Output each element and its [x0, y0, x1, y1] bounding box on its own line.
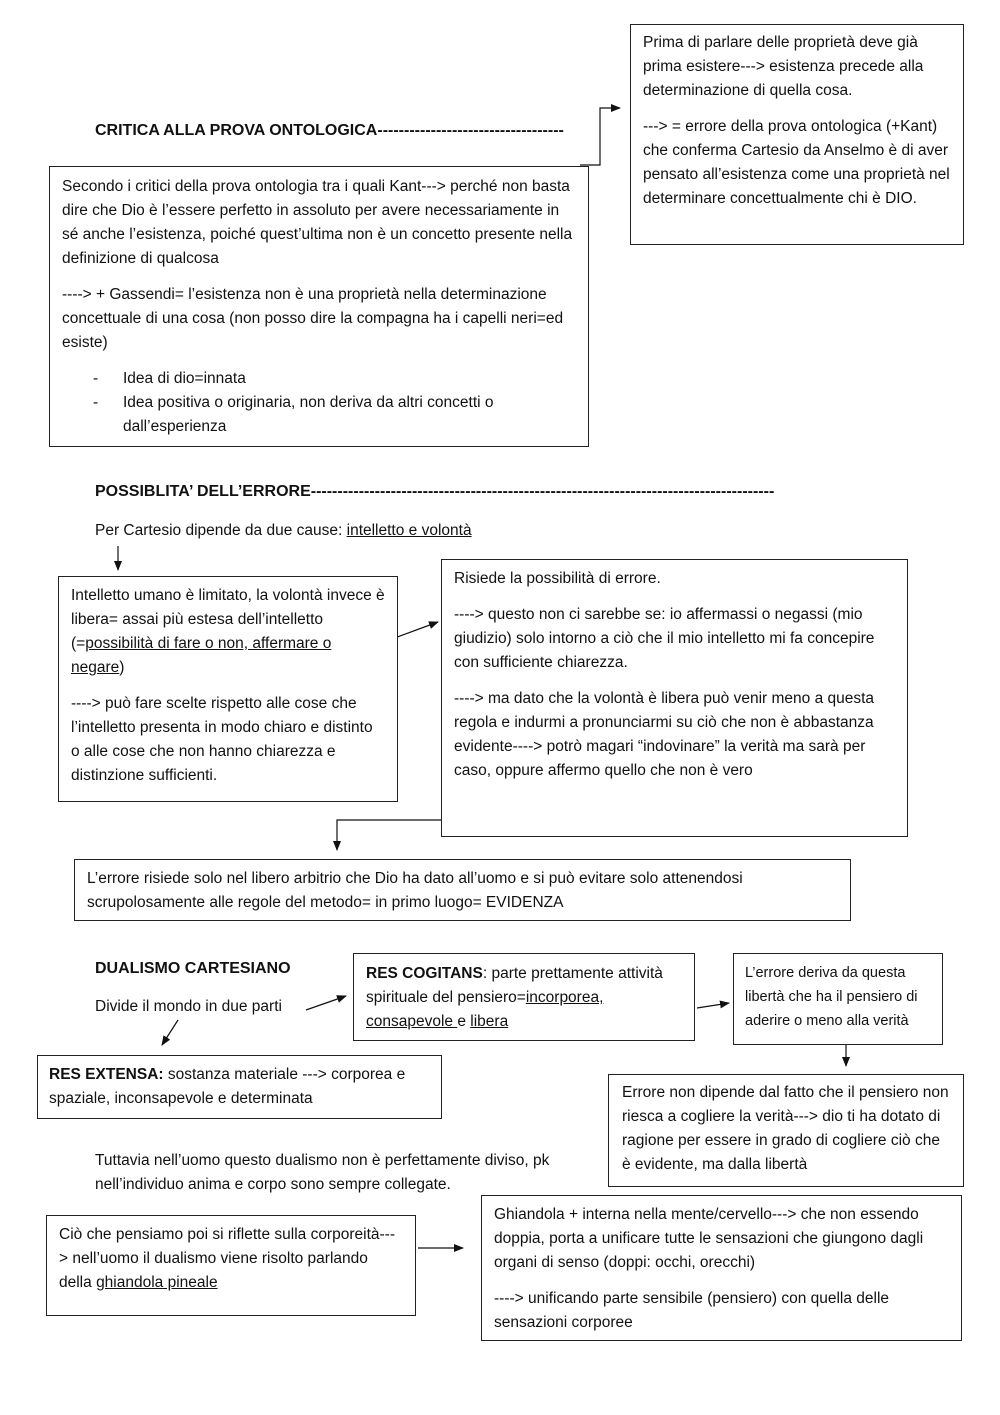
arrow-critica-to-note: [580, 108, 620, 165]
gland-box: [481, 1195, 962, 1341]
heading-dualismo: DUALISMO CARTESIANO: [95, 960, 291, 977]
heading-critica: CRITICA ALLA PROVA ONTOLOGICA-----------------------------------: [95, 122, 564, 139]
intelletto-box: [58, 576, 398, 802]
conclusion-box: [74, 859, 851, 921]
conclusion-text: L’errore risiede solo nel libero arbitrio che Dio ha dato all’uomo e si può evitare solo attenendosi scrupolosamente alle regole del metodo= in primo luogo= EVIDENZA: [87, 870, 743, 911]
res-cogitans-text: [366, 962, 682, 1034]
critica-p1: Secondo i critici della prova ontologia tra i quali Kant---> perché non basta dire che Dio è l’essere perfetto in assoluto per avere necessariamente in sé anche l’esistenza, poiché quest’ultima non è un concetto presente nella definizione di qualcosa: [62, 178, 573, 267]
errore-intro-causes: intelletto e volontà: [346, 522, 472, 539]
error-freedom-box: [733, 953, 943, 1045]
res-extensa-box: [37, 1055, 442, 1119]
critica-bullet: - Idea di dio=innata: [62, 367, 576, 391]
arrow-divide-to-cogitans: [306, 996, 346, 1010]
res-extensa-desc: sostanza materiale ---> corporea e spaziale, inconsapevole e determinata: [49, 1066, 406, 1107]
res-cogitans-incorporea: incorporea,: [525, 989, 604, 1006]
critica-box: [49, 166, 589, 447]
heading-errore: POSSIBLITA’ DELL’ERRORE---------------------------------------------------------------------------------------: [95, 483, 775, 500]
possibilita-p2: ----> questo non ci sarebbe se: io affermassi o negassi (mio giudizio) solo intorno a ciò che il mio intelletto mi fa concepire con sufficiente chiarezza.: [454, 606, 875, 671]
divide-text: Divide il mondo in due parti: [95, 998, 282, 1015]
res-extensa-label: RES EXTENSA:: [49, 1066, 164, 1083]
arrow-cogitans-to-error: [697, 1003, 729, 1008]
pineal-text-prefix: Ciò che pensiamo poi si riflette sulla corporeità---> nell’uomo il dualismo viene risolto parlando della: [59, 1226, 395, 1291]
critica-p2: ----> + Gassendi= l’esistenza non è una proprietà nella determinazione concettuale di una cosa (non posso dire la compagna ha i capelli neri=ed esiste): [62, 286, 564, 351]
error-freedom-text: L’errore deriva da questa libertà che ha il pensiero di aderire o meno alla verità: [745, 965, 918, 1029]
intelletto-p1-underlined: possibilità di fare o non, affermare o negare: [71, 635, 332, 676]
gland-p2: ----> unificando parte sensibile (pensiero) con quella delle sensazioni corporee: [494, 1290, 890, 1331]
res-cogitans-desc: : parte prettamente attività spirituale del pensiero=: [366, 965, 663, 1006]
res-cogitans-label: RES COGITANS: [366, 965, 483, 982]
errore-intro: [95, 519, 472, 543]
arrow-right-to-conclusion: [337, 820, 442, 850]
possibilita-p1: Risiede la possibilità di errore.: [454, 570, 661, 587]
note-p2: ---> = errore della prova ontologica (+Kant) che conferma Cartesio da Anselmo è di aver pensato all’esistenza come una proprietà nel determinare concettualmente chi è DIO.: [643, 118, 950, 207]
critica-bullet: - Idea positiva o originaria, non deriva da altri concetti o dall’esperienza: [62, 391, 576, 439]
critica-bullets: [62, 367, 576, 439]
arrow-divide-to-extensa: [162, 1020, 178, 1045]
pineal-gland-term: ghiandola pineale: [96, 1274, 218, 1291]
res-cogitans-libera: libera: [470, 1013, 509, 1030]
tuttavia-text: Tuttavia nell’uomo questo dualismo non è perfettamente diviso, pk nell’individuo anima e corpo sono sempre collegate.: [95, 1152, 550, 1193]
intelletto-p1-close: ): [119, 659, 125, 676]
intelletto-p2: ----> può fare scelte rispetto alle cose che l’intelletto presenta in modo chiaro e distinto o alle cose che non hanno chiarezza e distinzione sufficienti.: [71, 695, 373, 784]
error-not-text: Errore non dipende dal fatto che il pensiero non riesca a cogliere la verità---> dio ti ha dotato di ragione per essere in grado di cogliere ciò che è evidente, ma dalla libertà: [622, 1084, 949, 1173]
error-not-box: [608, 1074, 964, 1187]
res-cogitans-and: e: [457, 1013, 471, 1030]
errore-possibilita-box: [441, 559, 908, 837]
note-p1: Prima di parlare delle proprietà deve già prima esistere---> esistenza precede alla determinazione di quella cosa.: [643, 34, 924, 99]
pineal-text: [59, 1223, 403, 1295]
errore-intro-prefix: Per Cartesio dipende da due cause:: [95, 522, 347, 539]
pineal-box: [46, 1215, 416, 1316]
res-cogitans-box: [353, 953, 695, 1041]
intelletto-p1-text: Intelletto umano è limitato, la volontà invece è libera= assai più estesa dell’intelletto (=: [71, 587, 385, 652]
gland-p1: Ghiandola + interna nella mente/cervello---> che non essendo doppia, porta a unificare tutte le sensazioni che giungono dagli organi di senso (doppi: occhi, orecchi): [494, 1206, 924, 1271]
note-esistenza-box: [630, 24, 964, 245]
intelletto-p1: [71, 584, 385, 680]
possibilita-p3: ----> ma dato che la volontà è libera può venir meno a questa regola e indurmi a pronunciarmi su ciò che non è abbastanza evidente----> potrò magari “indovinare” la verità ma sarà per caso, oppure affermo quello che non è vero: [454, 690, 875, 779]
res-extensa-text: [49, 1063, 430, 1111]
res-cogitans-consapevole: consapevole: [366, 1013, 458, 1030]
